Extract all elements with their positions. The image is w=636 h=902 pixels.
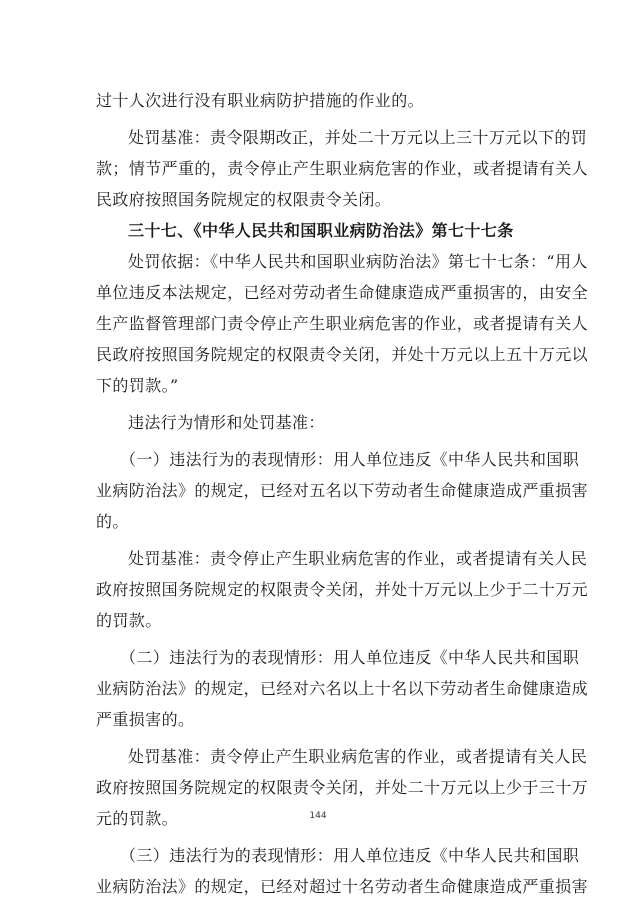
paragraph-line: 的。 [96,512,129,531]
paragraph-line: 款；情节严重的，责令停止产生职业病危害的作业，或者提请有关人 [96,159,589,178]
paragraph-line: 处罚依据：《中华人民共和国职业病防治法》第七十七条：“用人 [128,252,588,271]
paragraph-line: 政府按照国务院规定的权限责令关闭，并处十万元以上少于二十万元 [96,580,589,599]
paragraph-line: 生产监督管理部门责令停止产生职业病危害的作业，或者提请有关人 [96,314,589,333]
paragraph-line: 业病防治法》的规定，已经对五名以下劳动者生命健康造成严重损害 [96,481,589,500]
paragraph-line: （三）违法行为的表现情形：用人单位违反《中华人民共和国职 [120,846,580,865]
paragraph-line: 下的罚款。” [96,376,179,395]
paragraph-line: 元的罚款。 [96,809,179,828]
paragraph-line: 处罚基准：责令限期改正，并处二十万元以上三十万元以下的罚 [128,128,588,147]
paragraph-line: （一）违法行为的表现情形：用人单位违反《中华人民共和国职 [120,450,580,469]
paragraph-line: 业病防治法》的规定，已经对六名以上十名以下劳动者生命健康造成 [96,679,589,698]
paragraph-line: 业病防治法》的规定，已经对超过十名劳动者生命健康造成严重损害 [96,877,589,896]
paragraph-line: 民政府按照国务院规定的权限责令关闭。 [96,190,392,209]
section-heading: 三十七、《中华人民共和国职业病防治法》第七十七条 [128,221,514,240]
paragraph-line: 处罚基准：责令停止产生职业病危害的作业，或者提请有关人民 [128,747,588,766]
paragraph-line: 政府按照国务院规定的权限责令关闭，并处二十万元以上少于三十万 [96,778,589,797]
paragraph-line: 过十人次进行没有职业病防护措施的作业的。 [96,91,425,110]
paragraph-line: 违法行为情形和处罚基准： [128,413,325,432]
paragraph-line: 严重损害的。 [96,710,195,729]
document-page [96,85,589,902]
paragraph-line: 的罚款。 [96,611,162,630]
paragraph-line: （二）违法行为的表现情形：用人单位违反《中华人民共和国职 [120,648,580,667]
paragraph-line: 民政府按照国务院规定的权限责令关闭，并处十万元以上五十万元以 [96,345,589,364]
paragraph-line: 处罚基准：责令停止产生职业病危害的作业，或者提请有关人民 [128,549,588,568]
paragraph-line: 单位违反本法规定，已经对劳动者生命健康造成严重损害的，由安全 [96,283,589,302]
page-number: 144 [309,811,327,821]
